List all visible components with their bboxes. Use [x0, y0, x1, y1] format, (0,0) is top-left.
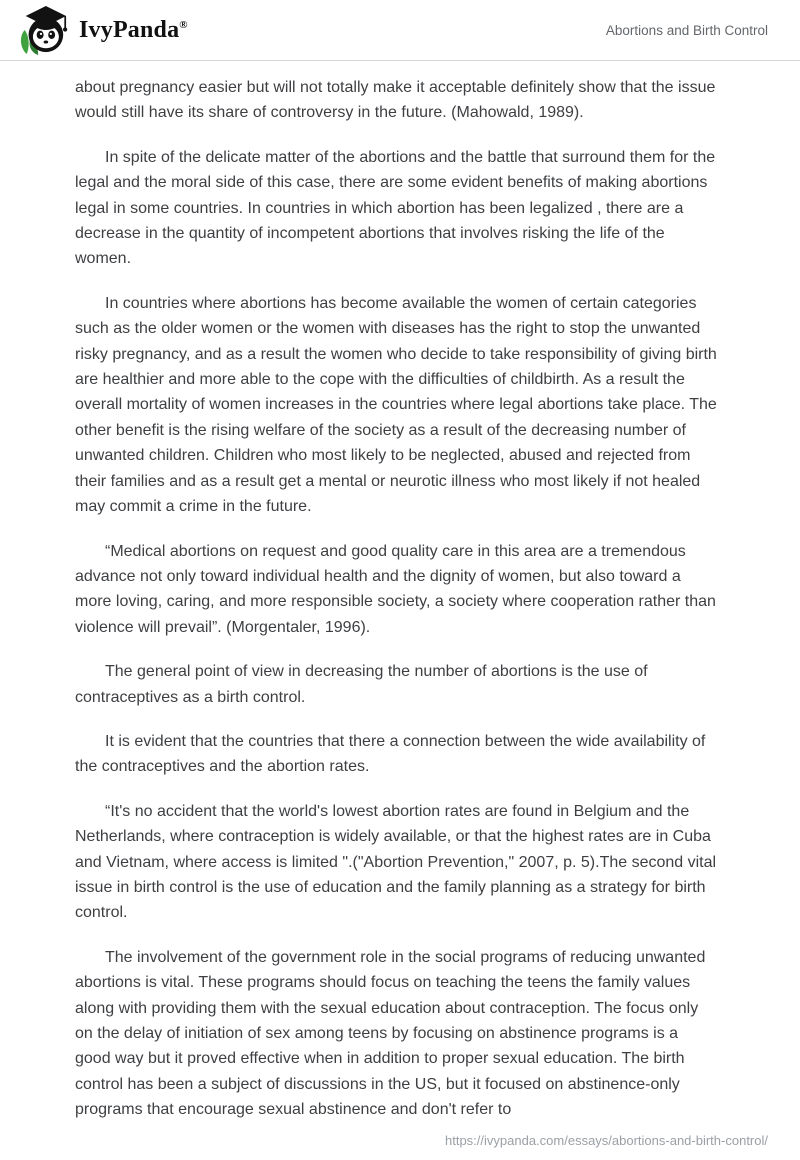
- essay-paragraph: about pregnancy easier but will not totally make it acceptable definitely show that the issue would still have its share of controversy in the future. (Mahowald, 1989).: [75, 79, 716, 122]
- essay-paragraph: In countries where abortions has become available the women of certain categories such as the older women or the women with diseases has the right to stop the unwanted risky pregnancy, and as a result the women who decide to take responsibility of giving birth are healthier and more able to the cope with the difficulties of childbirth. As a result the overall mortality of women increases in the countries where legal abortions take place. The other benefit is the rising welfare of the society as a result of the decreasing number of unwanted children. Children who most likely to be neglected, abused and rejected from their families and as a result get a mental or neurotic illness who most likely if not healed may commit a crime in the future.: [75, 294, 717, 516]
- page-header: [0, 0, 800, 61]
- essay-paragraph: “Medical abortions on request and good quality care in this area are a tremendous advance not only toward individual health and the dignity of women, but also toward a more loving, caring, and more responsible society, a society where cooperation rather than violence will prevail”. (Morgentaler, 1996).: [75, 542, 716, 636]
- registered-trademark: ®: [179, 18, 188, 31]
- source-url: https://ivypanda.com/essays/abortions-and-birth-control/: [445, 1133, 768, 1148]
- essay-paragraph: The general point of view in decreasing the number of abortions is the use of contraceptives as a birth control.: [75, 663, 648, 706]
- ivypanda-logo-icon: [18, 4, 68, 56]
- essay-paragraph: The involvement of the government role in the social programs of reducing unwanted abortions is vital. These programs should focus on teaching the teens the family values along with providing them with the sexual education about contraception. The focus only on the delay of initiation of sex among teens by focusing on abstinence programs is a good way but it proved effective when in addition to proper sexual education. The birth control has been a subject of discussions in the US, but it focused on abstinence-only programs that encourage sexual abstinence and don't refer to: [75, 948, 706, 1119]
- document-title: Abortions and Birth Control: [605, 22, 768, 38]
- essay-content: [0, 61, 800, 1123]
- essay-paragraph: In spite of the delicate matter of the abortions and the battle that surround them for the legal and the moral side of this case, there are some evident benefits of making abortions legal in some countries. In countries in which abortion has been legalized , there are a decrease in the quantity of incompetent abortions that involves risking the life of the women.: [75, 148, 716, 268]
- brand-name: [79, 17, 188, 44]
- brand-text: IvyPanda: [79, 16, 180, 43]
- essay-paragraph: “It's no accident that the world's lowest abortion rates are found in Belgium and the Netherlands, where contraception is widely available, or that the highest rates are in Cuba and Vietnam, where access is limited ".("Abortion Prevention," 2007, p. 5).The second vital issue in birth control is the use of education and the family planning as a strategy for birth control.: [75, 802, 717, 922]
- essay-paragraph: It is evident that the countries that there a connection between the wide availability of the contraceptives and the abortion rates.: [75, 732, 706, 776]
